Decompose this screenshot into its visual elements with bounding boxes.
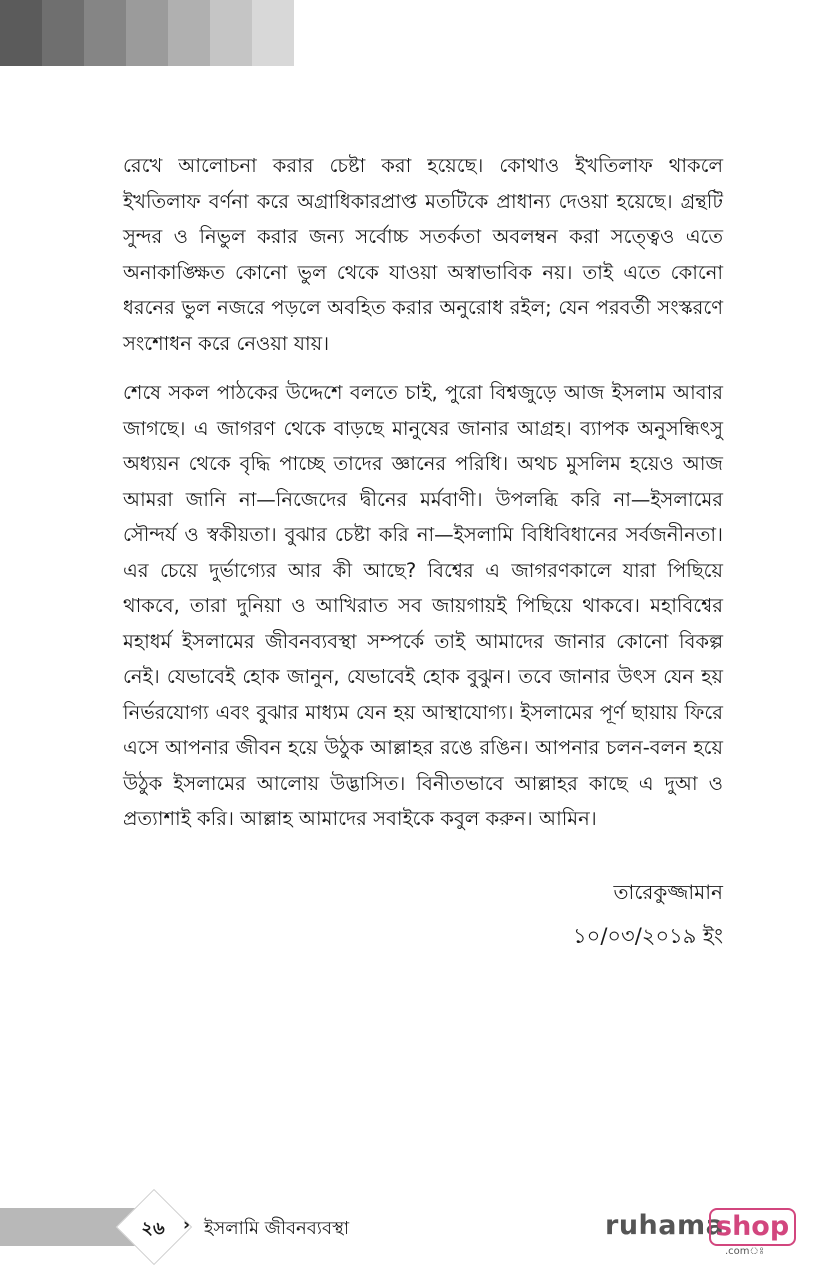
body-paragraph-2: শেষে সকল পাঠকের উদ্দেশে বলতে চাই, পুরো বিশ্বজুড়ে আজ ইসলাম আবার জাগছে। এ জাগরণ থেকে বাড়ছে মানুষের জানার আগ্রহ। ব্যাপক অনুসন্ধিৎসু অধ্যয়ন থেকে বৃদ্ধি পাচ্ছে তাদের জ্ঞানের পরিধি। অথচ মুসলিম হয়েও আজ আমরা জানি না—নিজেদের দ্বীনের মর্মবাণী। উপলব্ধি করি না—ইসলামের সৌন্দর্য ও স্বকীয়তা। বুঝার চেষ্টা করি না—ইসলামি বিধিবিধানের সর্বজনীনতা। এর চেয়ে দুর্ভাগ্যের আর কী আছে? বিশ্বের এ জাগরণকালে যারা পিছিয়ে থাকবে, তারা দুনিয়া ও আখিরাত সব জায়গায়ই পিছিয়ে থাকবে। মহাবিশ্বের মহাধর্ম ইসলামের জীবনব্যবস্থা সম্পর্কে তাই আমাদের জানার কোনো বিকল্প নেই। যেভাবেই হোক জানুন, যেভাবেই হোক বুঝুন। তবে জানার উৎস যেন হয় নির্ভরযোগ্য এবং বুঝার মাধ্যম যেন হয় আস্থাযোগ্য। ইসলামের পূর্ণ ছায়ায় ফিরে এসে আপনার জীবন হয়ে উঠুক আল্লাহর রঙে রঙিন। আপনার চলন-বলন হয়ে উঠুক ইসলামের আলোয় উদ্ভাসিত। বিনীতভাবে আল্লাহর কাছে এ দুআ ও প্রত্যাশাই করি। আল্লাহ আমাদের সবাইকে কবুল করুন। আমিন।: [123, 381, 723, 830]
header-stripe: [42, 0, 84, 66]
footer-book-title: ইসলামি জীবনব্যবস্থা: [204, 1218, 350, 1239]
body-paragraph-1: রেখে আলোচনা করার চেষ্টা করা হয়েছে। কোথাও ইখতিলাফ থাকলে ইখতিলাফ বর্ণনা করে অগ্রাধিকারপ্রাপ্ত মতটিকে প্রাধান্য দেওয়া হয়েছে। গ্রন্থটি সুন্দর ও নিভুল করার জন্য সর্বোচ্চ সতর্কতা অবলম্বন করা সত্ত্বেও এতে অনাকাঙ্ক্ষিত কোনো ভুল থেকে যাওয়া অস্বাভাবিক নয়। তাই এতে কোনো ধরনের ভুল নজরে পড়লে অবহিত করার অনুরোধ রইল; যেন পরবর্তী সংস্করণে সংশোধন করে নেওয়া যায়।: [123, 154, 723, 355]
header-stripe: [252, 0, 294, 66]
author-signature-name: তারেকুজ্জামান: [613, 880, 723, 904]
header-stripe: [210, 0, 252, 66]
signature-date: ১০/০৩/২০১৯ ইং: [573, 924, 723, 948]
logo-ruhama-text: ruhama: [605, 1210, 725, 1241]
logo-com-text: .comঃ: [725, 1246, 765, 1257]
header-stripe: [0, 0, 42, 66]
logo-shop-badge: shop: [709, 1208, 796, 1246]
page-number: ২৬: [141, 1218, 165, 1239]
header-stripe: [84, 0, 126, 66]
chevron-right-icon: ›: [183, 1215, 191, 1235]
header-stripe: [168, 0, 210, 66]
header-stripe: [126, 0, 168, 66]
header-decoration-stripes: [0, 0, 294, 66]
